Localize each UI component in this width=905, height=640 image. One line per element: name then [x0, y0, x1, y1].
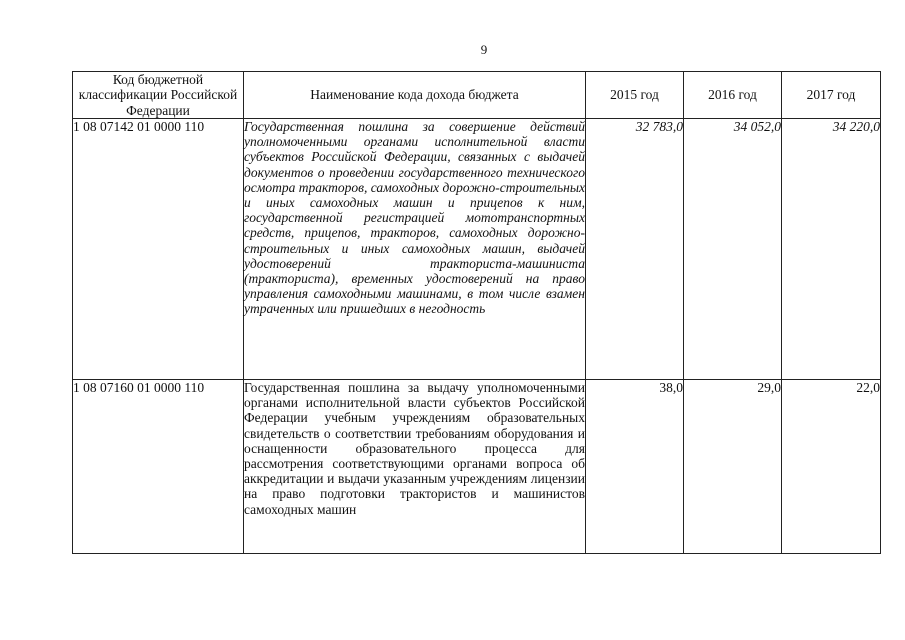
table-header-row: [73, 72, 881, 119]
revenue-name-cell: Государственная пошлина за выдачу уполномоченными органами исполнительной власти субъектов Российской Федерации учебным учреждениям образовательных свидетельств о соответствии требованиям оборудования и оснащенности образовательного процесса для рассмотрения соответствующими органами вопроса об аккредитации и выдачи указанным учреждениям лицензии на право подготовки трактористов и машинистов самоходных машин: [244, 380, 586, 554]
budget-code-cell: 1 08 07160 01 0000 110: [73, 380, 244, 554]
value-2016-cell: 29,0: [684, 380, 782, 554]
value-2016-cell: 34 052,0: [684, 119, 782, 380]
header-year-2015: 2015 год: [586, 72, 684, 119]
value-2017-cell: 34 220,0: [782, 119, 881, 380]
table-row: [73, 119, 881, 380]
page-number: 9: [480, 42, 488, 57]
header-year-2016: 2016 год: [684, 72, 782, 119]
header-name: Наименование кода дохода бюджета: [244, 72, 586, 119]
value-2017-cell: 22,0: [782, 380, 881, 554]
header-code: Код бюджетной классификации Российской Федерации: [73, 72, 244, 119]
budget-revenue-table: [72, 71, 881, 554]
header-year-2017: 2017 год: [782, 72, 881, 119]
revenue-name-cell: Государственная пошлина за совершение действий уполномоченными органами исполнительной власти субъектов Российской Федерации, связанных с выдачей документов о проведении государственного технического осмотра тракторов, самоходных дорожно-строительных и иных самоходных машин и прицепов к ним, государственной регистрацией мототранспортных средств, прицепов, тракторов, самоходных дорожно-строительных и иных самоходных машин, выдачей удостоверений тракториста-машиниста (тракториста), временных удостоверений на право управления самоходными машинами, в том числе взамен утраченных или пришедших в негодность: [244, 119, 586, 380]
table-row: [73, 380, 881, 554]
budget-code-cell: 1 08 07142 01 0000 110: [73, 119, 244, 380]
value-2015-cell: 32 783,0: [586, 119, 684, 380]
value-2015-cell: 38,0: [586, 380, 684, 554]
